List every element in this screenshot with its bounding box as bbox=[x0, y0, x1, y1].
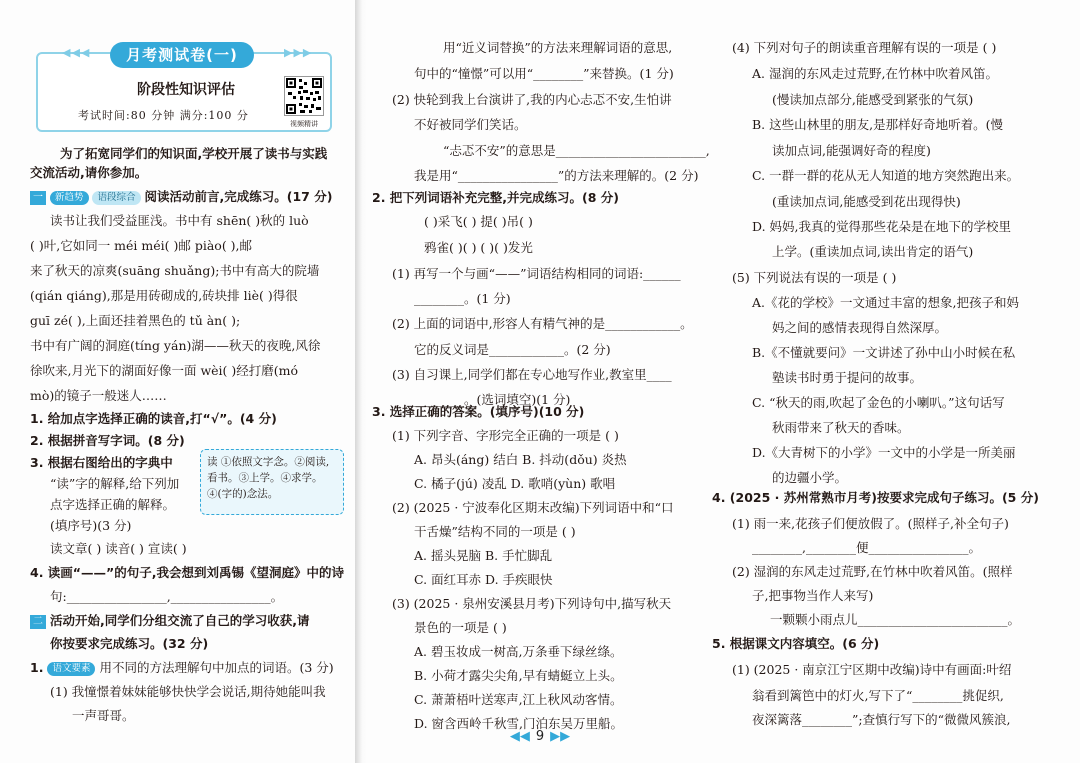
prev-page-icon[interactable]: ◀◀ bbox=[509, 729, 530, 744]
intro-line-1: 为了拓宽同学们的知识面,学校开展了读书与实践 bbox=[60, 146, 328, 161]
s2-question-1 bbox=[30, 660, 334, 676]
right-column-line: (1) 雨一来,花孩子们便放假了。(照样子,补全句子) bbox=[732, 516, 1009, 531]
middle-column-line: ________。(1 分) bbox=[414, 291, 511, 306]
passage-line: 读书让我们受益匪浅。书中有 shēn( )秋的 luò bbox=[50, 213, 309, 228]
right-column-line: D.《大青树下的小学》一文中的小学是一所美丽 bbox=[752, 445, 1016, 460]
middle-column-line: 我是用“________________”的方法来理解的。(2 分) bbox=[414, 168, 699, 183]
middle-column-line: C. 萧萧梧叶送寒声,江上秋风动客情。 bbox=[414, 692, 623, 707]
s1-question-3-line: 3. 根据右图给出的字典中 bbox=[30, 455, 173, 470]
section-1-heading bbox=[30, 189, 332, 205]
next-page-icon[interactable]: ▶▶ bbox=[550, 729, 571, 744]
s2-question-1-sub: 一声哥哥。 bbox=[72, 708, 135, 723]
passage-line: guī zé( ),上面还挂着黑色的 tǔ àn( ); bbox=[30, 313, 241, 328]
middle-column-line: A. 摇头晃脑 B. 手忙脚乱 bbox=[414, 548, 553, 563]
right-column-line: 4. (2025 · 苏州常熟市月考)按要求完成句子练习。(5 分) bbox=[712, 490, 1039, 505]
right-column-line: A.《花的学校》一文通过丰富的想象,把孩子和妈 bbox=[752, 295, 1019, 310]
right-column-line: (慢读加点部分,能感受到紧张的气氛) bbox=[772, 92, 974, 107]
right-column-line: 夜深篱落________”;查慎行写下的“微微风簇浪, bbox=[752, 712, 1011, 727]
right-column-line: 上学。(重读加点词,读出肯定的语气) bbox=[772, 244, 974, 259]
qr-code-icon[interactable] bbox=[284, 76, 324, 116]
right-column-line: C. “秋天的雨,吹起了金色的小喇叭。”这句话写 bbox=[752, 395, 1005, 410]
s1-question-3-items: 读文章( ) 读音( ) 宣读( ) bbox=[50, 541, 187, 556]
middle-column-line: 用“近义词替换”的方法来理解词语的意思, bbox=[443, 40, 673, 55]
right-column-line: 子,把事物当作人来写) bbox=[752, 588, 874, 603]
right-arrows-decoration: ▶▶▶ bbox=[284, 46, 313, 59]
right-column-line: (5) 下列说法有误的一项是 ( ) bbox=[732, 270, 897, 285]
right-column-line: 一颗颗小雨点儿________________________。 bbox=[770, 612, 1021, 627]
section-2-title-line-2: 你按要求完成练习。(32 分) bbox=[50, 636, 209, 651]
middle-column-line: A. 昂头(áng) 结白 B. 抖动(dǒu) 炎热 bbox=[414, 452, 627, 467]
middle-column-line: 3. 选择正确的答案。(填序号)(10 分) bbox=[372, 404, 585, 419]
right-column-line: ________,________便________________。 bbox=[752, 540, 981, 555]
middle-column-line: 不好被同学们笑话。 bbox=[414, 117, 527, 132]
trend-tag: 新趋势 bbox=[50, 191, 89, 205]
passage-line: ( )叶,它如同一 méi méi( )邮 piào( ),邮 bbox=[30, 238, 253, 253]
page-indicator bbox=[500, 729, 580, 744]
middle-column-line: A. 碧玉妆成一树高,万条垂下绿丝绦。 bbox=[414, 644, 623, 659]
element-tag: 语文要素 bbox=[47, 662, 95, 676]
middle-column-line: D. 窗含西岭千秋雪,门泊东吴万里船。 bbox=[414, 716, 623, 731]
right-column-line: 塾读书时勇于提问的故事。 bbox=[772, 370, 923, 385]
middle-column-line: (3) (2025 · 泉州安溪县月考)下列诗句中,描写秋天 bbox=[392, 596, 672, 611]
s1-question-4-line: 句:________________,________________。 bbox=[50, 589, 284, 604]
right-column-line: 的边疆小学。 bbox=[772, 470, 848, 485]
s2-question-1-num: 1. bbox=[30, 660, 44, 675]
right-column-line: 妈之间的感情表现得自然深厚。 bbox=[772, 320, 948, 335]
left-arrows-decoration: ◀◀◀ bbox=[62, 46, 91, 59]
right-column-line: B.《不懂就要问》一文讲述了孙中山小时候在私 bbox=[752, 345, 1016, 360]
middle-column-line: B. 小荷才露尖尖角,早有蜻蜓立上头。 bbox=[414, 668, 623, 683]
right-column-line: (重读加点词,能感受到花出现得快) bbox=[772, 194, 961, 209]
exam-title-text: 月考测试卷(一) bbox=[110, 42, 254, 68]
section-2-number: 二 bbox=[30, 615, 46, 629]
right-column-line: C. 一群一群的花从无人知道的地方突然跑出来。 bbox=[752, 168, 1020, 183]
section-2-heading bbox=[30, 613, 309, 629]
passage-line: (qián qiáng),那是用砖砌成的,砖块排 liè( )得很 bbox=[30, 288, 298, 303]
middle-column-line: (1) 再写一个与画“——”词语结构相同的词语:______ bbox=[392, 266, 681, 281]
right-column-line: D. 妈妈,我真的觉得那些花朵是在地下的学校里 bbox=[752, 219, 1011, 234]
s2-question-1-sub: (1) 我憧憬着妹妹能够快快学会说话,期待她能叫我 bbox=[50, 684, 326, 699]
middle-column-line: (2) 快轮到我上台演讲了,我的内心忐忑不安,生怕讲 bbox=[392, 92, 672, 107]
qr-label: 视频精讲 bbox=[290, 120, 318, 128]
s1-question-3-line: “读”字的解释,给下列加 bbox=[50, 476, 180, 491]
middle-column-line: 景色的一项是 ( ) bbox=[414, 620, 507, 635]
passage-line: 徐吹来,月光下的湖面好像一面 wèi( )经打磨(mó bbox=[30, 363, 299, 378]
passage-line: 书中有广阔的洞庭(tíng yán)湖——秋天的夜晚,风徐 bbox=[30, 338, 321, 353]
middle-column-line: (1) 下列字音、字形完全正确的一项是 ( ) bbox=[392, 428, 619, 443]
s1-question-3-line: 点字选择正确的解释。 bbox=[50, 497, 176, 512]
s1-question-2: 2. 根据拼音写字词。(8 分) bbox=[30, 433, 185, 448]
middle-column-line: (2) 上面的词语中,形容人有精气神的是____________。 bbox=[392, 316, 693, 331]
middle-column-line: (2) (2025 · 宁波奉化区期末改编)下列词语中和“口 bbox=[392, 500, 674, 515]
section-1-title: 阅读活动前言,完成练习。(17 分) bbox=[144, 189, 333, 204]
s1-question-1: 1. 给加点字选择正确的读音,打“√”。(4 分) bbox=[30, 411, 277, 426]
middle-column-line: 干舌燥”结构不同的一项是 ( ) bbox=[414, 524, 576, 539]
middle-column-line: ( )采飞( ) 提( )吊( ) bbox=[424, 214, 533, 229]
type-tag: 语段综合 bbox=[92, 191, 140, 205]
middle-column-line: 2. 把下列词语补充完整,并完成练习。(8 分) bbox=[372, 190, 620, 205]
right-column-line: (1) (2025 · 南京江宁区期中改编)诗中有画面:叶绍 bbox=[732, 662, 1012, 677]
passage-line: 来了秋天的凉爽(suāng shuǎng);书中有高大的院墙 bbox=[30, 263, 320, 278]
right-column-line: (4) 下列对句子的朗读重音理解有误的一项是 ( ) bbox=[732, 40, 997, 55]
exam-title bbox=[62, 42, 302, 70]
middle-column-line: ________。(选词填空)(1 分) bbox=[414, 392, 571, 407]
exam-subtitle: 阶段性知识评估 bbox=[137, 82, 235, 98]
right-column-line: 读加点词,能强调好奇的程度) bbox=[772, 143, 931, 158]
middle-column-line: “忐忑不安”的意思是________________________, bbox=[443, 143, 710, 158]
intro-line-2: 交流活动,请你参加。 bbox=[30, 165, 148, 180]
middle-column-line: (3) 自习课上,同学们都在专心地写作业,教室里____ bbox=[392, 367, 672, 382]
right-column-line: 翁看到篱笆中的灯火,写下了“________挑促织, bbox=[752, 688, 1004, 703]
right-column-line: (2) 湿润的东风走过荒野,在竹林中吹着风笛。(照样 bbox=[732, 564, 1013, 579]
right-column-line: B. 这些山林里的朋友,是那样好奇地听着。(慢 bbox=[752, 117, 1003, 132]
dictionary-box: 读 ①依照文字念。②阅读,看书。③上学。④求学。④(字的)念法。 bbox=[200, 449, 344, 515]
middle-column-line: 鸦雀( )( ) ( )( )发光 bbox=[424, 240, 533, 255]
s1-question-3-line: (填序号)(3 分) bbox=[50, 518, 132, 533]
page-gutter bbox=[355, 0, 367, 763]
section-1-number: 一 bbox=[30, 191, 46, 205]
exam-meta: 考试时间:80 分钟 满分:100 分 bbox=[78, 109, 249, 122]
page-number: 9 bbox=[535, 729, 545, 744]
right-column-line: 5. 根据课文内容填空。(6 分) bbox=[712, 636, 880, 651]
middle-column-line: C. 橘子(jú) 凌乱 D. 歌哨(yùn) 歌唱 bbox=[414, 476, 616, 491]
middle-column-line: C. 面红耳赤 D. 手疾眼快 bbox=[414, 572, 553, 587]
section-2-title: 活动开始,同学们分组交流了自己的学习收获,请 bbox=[49, 613, 310, 628]
middle-column-line: 句中的“憧憬”可以用“________”来替换。(1 分) bbox=[414, 66, 674, 81]
middle-column-line: 它的反义词是____________。(2 分) bbox=[414, 342, 611, 357]
s2-question-1-text: 用不同的方法理解句中加点的词语。(3 分) bbox=[99, 660, 334, 675]
passage-line: mò)的镜子一般迷人…… bbox=[30, 388, 167, 403]
s1-question-4-line: 4. 读画“——”的句子,我会想到刘禹锡《望洞庭》中的诗 bbox=[30, 565, 344, 580]
right-column-line: A. 湿润的东风走过荒野,在竹林中吹着风笛。 bbox=[752, 66, 998, 81]
right-column-line: 秋雨带来了秋天的香味。 bbox=[772, 420, 910, 435]
